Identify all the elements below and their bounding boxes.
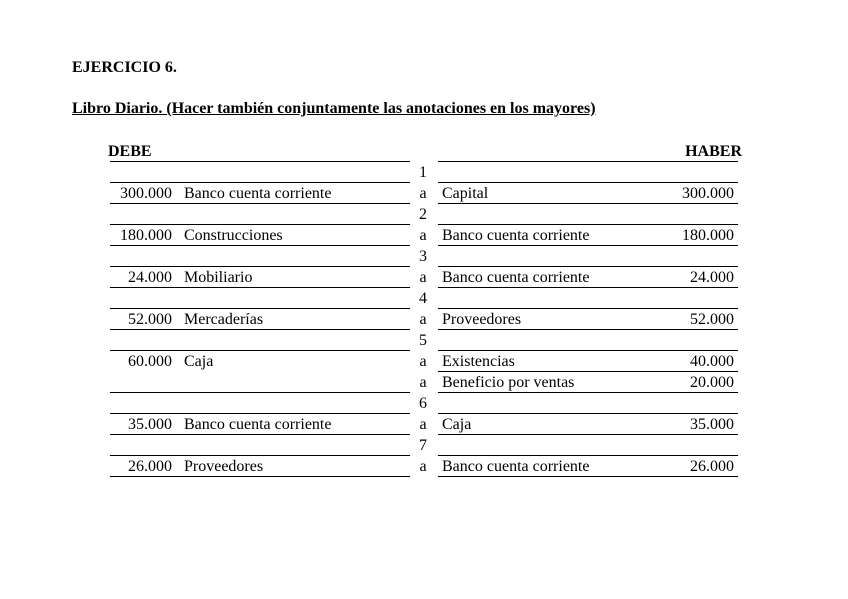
haber-amount: 26.000 — [690, 458, 734, 475]
divider-line — [110, 329, 410, 330]
page-title: EJERCICIO 6. — [72, 59, 177, 76]
divider-line — [110, 245, 410, 246]
divider-line — [110, 455, 410, 456]
connector-a: a — [419, 416, 427, 433]
divider-line — [438, 413, 738, 414]
haber-amount: 40.000 — [690, 353, 734, 370]
debe-account: Caja — [184, 353, 214, 370]
debe-account: Banco cuenta corriente — [184, 185, 332, 202]
haber-account: Banco cuenta corriente — [442, 458, 590, 475]
divider-line — [110, 203, 410, 204]
divider-line — [110, 224, 410, 225]
connector-a: a — [419, 374, 427, 391]
debe-account: Mercaderías — [184, 311, 264, 328]
debe-amount: 26.000 — [128, 458, 172, 475]
haber-amount: 300.000 — [682, 185, 734, 202]
divider-line — [438, 329, 738, 330]
divider-line — [438, 245, 738, 246]
divider-line — [438, 476, 738, 477]
divider-line — [438, 203, 738, 204]
divider-line — [110, 161, 410, 162]
connector-a: a — [419, 311, 427, 328]
divider-line — [438, 287, 738, 288]
haber-account: Banco cuenta corriente — [442, 269, 590, 286]
divider-line — [110, 413, 410, 414]
connector-a: a — [419, 185, 427, 202]
divider-line — [110, 182, 410, 183]
entry-number: 3 — [419, 248, 427, 265]
divider-line — [438, 371, 738, 372]
haber-account: Capital — [442, 185, 489, 202]
debe-amount: 180.000 — [120, 227, 172, 244]
page-subtitle: Libro Diario. (Hacer también conjuntamente las anotaciones en los mayores) — [72, 100, 596, 117]
entry-number: 7 — [419, 437, 427, 454]
divider-line — [438, 455, 738, 456]
connector-a: a — [419, 458, 427, 475]
divider-line — [438, 224, 738, 225]
haber-header: HABER — [685, 143, 742, 160]
entry-number: 2 — [419, 206, 427, 223]
connector-a: a — [419, 353, 427, 370]
haber-amount: 180.000 — [682, 227, 734, 244]
haber-account: Caja — [442, 416, 472, 433]
entry-number: 1 — [419, 164, 427, 181]
debe-amount: 24.000 — [128, 269, 172, 286]
divider-line — [110, 266, 410, 267]
divider-line — [110, 308, 410, 309]
entry-number: 4 — [419, 290, 427, 307]
divider-line — [438, 308, 738, 309]
divider-line — [110, 434, 410, 435]
divider-line — [438, 266, 738, 267]
divider-line — [110, 392, 410, 393]
haber-amount: 24.000 — [690, 269, 734, 286]
debe-amount: 60.000 — [128, 353, 172, 370]
connector-a: a — [419, 269, 427, 286]
debe-account: Mobiliario — [184, 269, 253, 286]
haber-account: Proveedores — [442, 311, 522, 328]
haber-account: Existencias — [442, 353, 515, 370]
divider-line — [438, 182, 738, 183]
entry-number: 6 — [419, 395, 427, 412]
haber-amount: 52.000 — [690, 311, 734, 328]
divider-line — [438, 350, 738, 351]
haber-amount: 20.000 — [690, 374, 734, 391]
divider-line — [438, 392, 738, 393]
haber-amount: 35.000 — [690, 416, 734, 433]
entry-number: 5 — [419, 332, 427, 349]
haber-account: Banco cuenta corriente — [442, 227, 590, 244]
divider-line — [110, 350, 410, 351]
debe-amount: 52.000 — [128, 311, 172, 328]
debe-amount: 300.000 — [120, 185, 172, 202]
debe-amount: 35.000 — [128, 416, 172, 433]
divider-line — [110, 287, 410, 288]
divider-line — [438, 434, 738, 435]
divider-line — [438, 161, 738, 162]
divider-line — [110, 476, 410, 477]
haber-account: Beneficio por ventas — [442, 374, 575, 391]
debe-header: DEBE — [108, 143, 152, 160]
debe-account: Proveedores — [184, 458, 264, 475]
debe-account: Construcciones — [184, 227, 283, 244]
connector-a: a — [419, 227, 427, 244]
debe-account: Banco cuenta corriente — [184, 416, 332, 433]
